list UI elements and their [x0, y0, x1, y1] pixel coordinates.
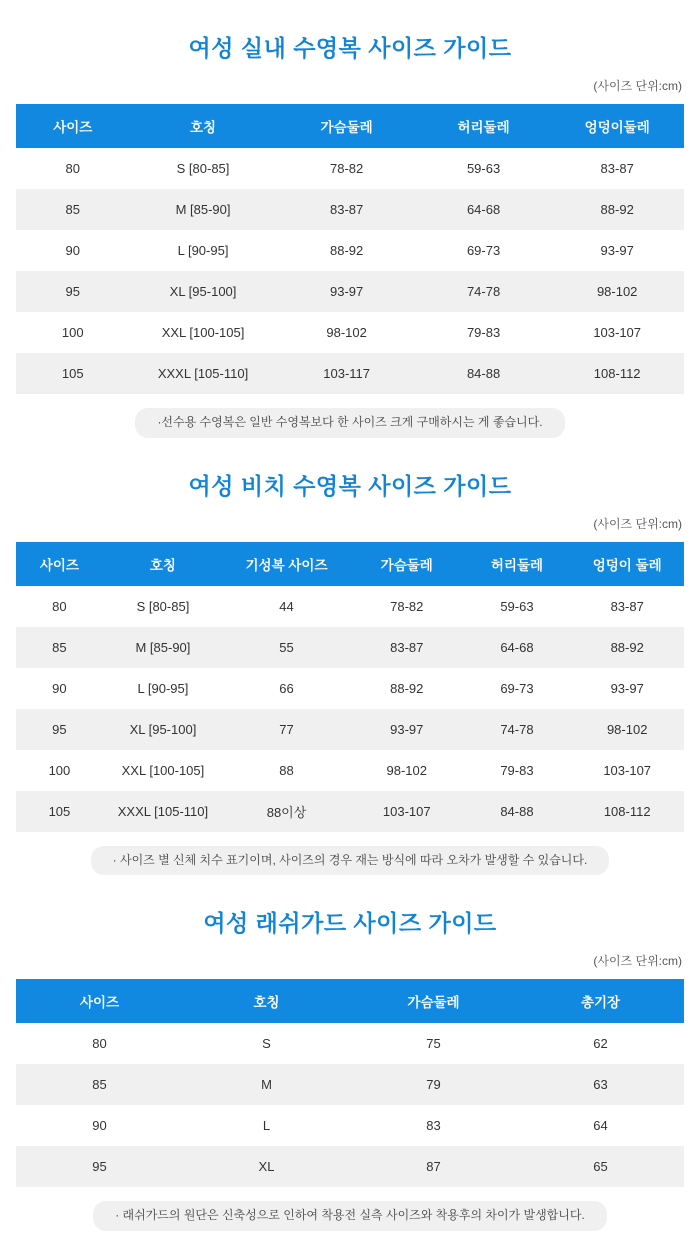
unit-note-beach: (사이즈 단위:cm): [593, 516, 682, 531]
cell: 78-82: [277, 148, 417, 189]
table-row: [16, 312, 684, 353]
cell: M [85-90]: [130, 189, 277, 230]
column-header: 사이즈: [16, 104, 130, 148]
cell: 108-112: [550, 353, 684, 394]
table-row: [16, 1064, 684, 1105]
cell: 103-117: [277, 353, 417, 394]
table-row: [16, 1146, 684, 1187]
cell: 79: [350, 1064, 517, 1105]
cell: 83-87: [350, 627, 464, 668]
cell: 66: [223, 668, 350, 709]
cell: 90: [16, 1105, 183, 1146]
size-table-indoor: [16, 104, 684, 394]
cell: 98-102: [570, 709, 684, 750]
section-rashguard: [0, 877, 700, 1233]
page-title-indoor: 여성 실내 수영복 사이즈 가이드: [188, 35, 512, 61]
cell: 103-107: [550, 312, 684, 353]
table-row: [16, 709, 684, 750]
note-indoor: ·선수용 수영복은 일반 수영복보다 한 사이즈 크게 구매하시는 게 좋습니다.: [135, 408, 564, 438]
cell: XXXL [105-110]: [103, 791, 223, 832]
column-header: 가슴둘레: [350, 542, 464, 586]
table-row: [16, 1023, 684, 1064]
page-title-rashguard: 여성 래쉬가드 사이즈 가이드: [203, 910, 497, 937]
note-beach: · 사이즈 별 신체 치수 표기이며, 사이즈의 경우 재는 방식에 따라 오차가 발생할 수 있습니다.: [91, 846, 610, 876]
cell: 98-102: [550, 271, 684, 312]
cell: 64: [517, 1105, 684, 1146]
cell: 88: [223, 750, 350, 791]
size-table-rashguard: [16, 979, 684, 1187]
cell: 83-87: [550, 148, 684, 189]
cell: 80: [16, 148, 130, 189]
column-header: 사이즈: [16, 979, 183, 1023]
table-row: [16, 148, 684, 189]
cell: 100: [16, 312, 130, 353]
note-wrap-beach: [0, 832, 700, 878]
cell: L: [183, 1105, 350, 1146]
cell: L [90-95]: [103, 668, 223, 709]
cell: 103-107: [350, 791, 464, 832]
table-row: [16, 668, 684, 709]
cell: 98-102: [277, 312, 417, 353]
cell: 75: [350, 1023, 517, 1064]
cell: XXL [100-105]: [130, 312, 277, 353]
cell: 78-82: [350, 586, 464, 627]
table-row: [16, 230, 684, 271]
column-header: 기성복 사이즈: [223, 542, 350, 586]
cell: 103-107: [570, 750, 684, 791]
table-header-row: [16, 979, 684, 1023]
table-row: [16, 271, 684, 312]
unit-note-rashguard: (사이즈 단위:cm): [593, 954, 682, 969]
cell: 85: [16, 189, 130, 230]
cell: 80: [16, 1023, 183, 1064]
table-header-row: [16, 542, 684, 586]
column-header: 호칭: [130, 104, 277, 148]
cell: 93-97: [570, 668, 684, 709]
table-row: [16, 627, 684, 668]
cell: 108-112: [570, 791, 684, 832]
column-header: 호칭: [103, 542, 223, 586]
cell: 93-97: [277, 271, 417, 312]
cell: 55: [223, 627, 350, 668]
cell: 95: [16, 709, 103, 750]
table-header-row: [16, 104, 684, 148]
section-beach-swimsuit: [0, 440, 700, 878]
cell: XL [95-100]: [103, 709, 223, 750]
column-header: 엉덩이둘레: [550, 104, 684, 148]
cell: 84-88: [464, 791, 571, 832]
cell: XXXL [105-110]: [130, 353, 277, 394]
cell: S: [183, 1023, 350, 1064]
cell: 88이상: [223, 791, 350, 832]
cell: M: [183, 1064, 350, 1105]
column-header: 호칭: [183, 979, 350, 1023]
cell: 65: [517, 1146, 684, 1187]
cell: 63: [517, 1064, 684, 1105]
column-header: 사이즈: [16, 542, 103, 586]
column-header: 허리둘레: [417, 104, 551, 148]
cell: 85: [16, 627, 103, 668]
cell: 88-92: [570, 627, 684, 668]
cell: 80: [16, 586, 103, 627]
cell: 74-78: [464, 709, 571, 750]
cell: 59-63: [464, 586, 571, 627]
cell: 83: [350, 1105, 517, 1146]
cell: XXL [100-105]: [103, 750, 223, 791]
cell: 93-97: [550, 230, 684, 271]
cell: 79-83: [417, 312, 551, 353]
cell: 59-63: [417, 148, 551, 189]
cell: 100: [16, 750, 103, 791]
cell: 88-92: [350, 668, 464, 709]
cell: 62: [517, 1023, 684, 1064]
cell: 69-73: [417, 230, 551, 271]
size-table-beach: [16, 542, 684, 832]
cell: XL [95-100]: [130, 271, 277, 312]
cell: 77: [223, 709, 350, 750]
cell: 88-92: [550, 189, 684, 230]
cell: 79-83: [464, 750, 571, 791]
cell: 44: [223, 586, 350, 627]
cell: XL: [183, 1146, 350, 1187]
table-row: [16, 1105, 684, 1146]
cell: 105: [16, 791, 103, 832]
cell: 83-87: [277, 189, 417, 230]
cell: 90: [16, 230, 130, 271]
cell: S [80-85]: [103, 586, 223, 627]
cell: L [90-95]: [130, 230, 277, 271]
table-row: [16, 353, 684, 394]
cell: 87: [350, 1146, 517, 1187]
table-row: [16, 791, 684, 832]
note-wrap-rashguard: [0, 1187, 700, 1233]
column-header: 엉덩이 둘레: [570, 542, 684, 586]
cell: 105: [16, 353, 130, 394]
page-title-beach: 여성 비치 수영복 사이즈 가이드: [188, 472, 512, 499]
note-rashguard: · 래쉬가드의 원단은 신축성으로 인하여 착용전 실측 사이즈와 착용후의 차이가 발생합니다.: [93, 1201, 607, 1231]
unit-note-indoor: (사이즈 단위:cm): [593, 79, 682, 93]
table-row: [16, 189, 684, 230]
table-row: [16, 750, 684, 791]
column-header: 총기장: [517, 979, 684, 1023]
column-header: 가슴둘레: [350, 979, 517, 1023]
cell: 84-88: [417, 353, 551, 394]
cell: 95: [16, 271, 130, 312]
cell: 88-92: [277, 230, 417, 271]
table-row: [16, 586, 684, 627]
cell: 74-78: [417, 271, 551, 312]
column-header: 가슴둘레: [277, 104, 417, 148]
section-indoor-swimsuit: [0, 0, 700, 440]
cell: 83-87: [570, 586, 684, 627]
cell: M [85-90]: [103, 627, 223, 668]
cell: 64-68: [417, 189, 551, 230]
note-wrap-indoor: [0, 394, 700, 440]
cell: 98-102: [350, 750, 464, 791]
cell: 69-73: [464, 668, 571, 709]
column-header: 허리둘레: [464, 542, 571, 586]
cell: S [80-85]: [130, 148, 277, 189]
cell: 85: [16, 1064, 183, 1105]
cell: 64-68: [464, 627, 571, 668]
cell: 93-97: [350, 709, 464, 750]
cell: 95: [16, 1146, 183, 1187]
cell: 90: [16, 668, 103, 709]
